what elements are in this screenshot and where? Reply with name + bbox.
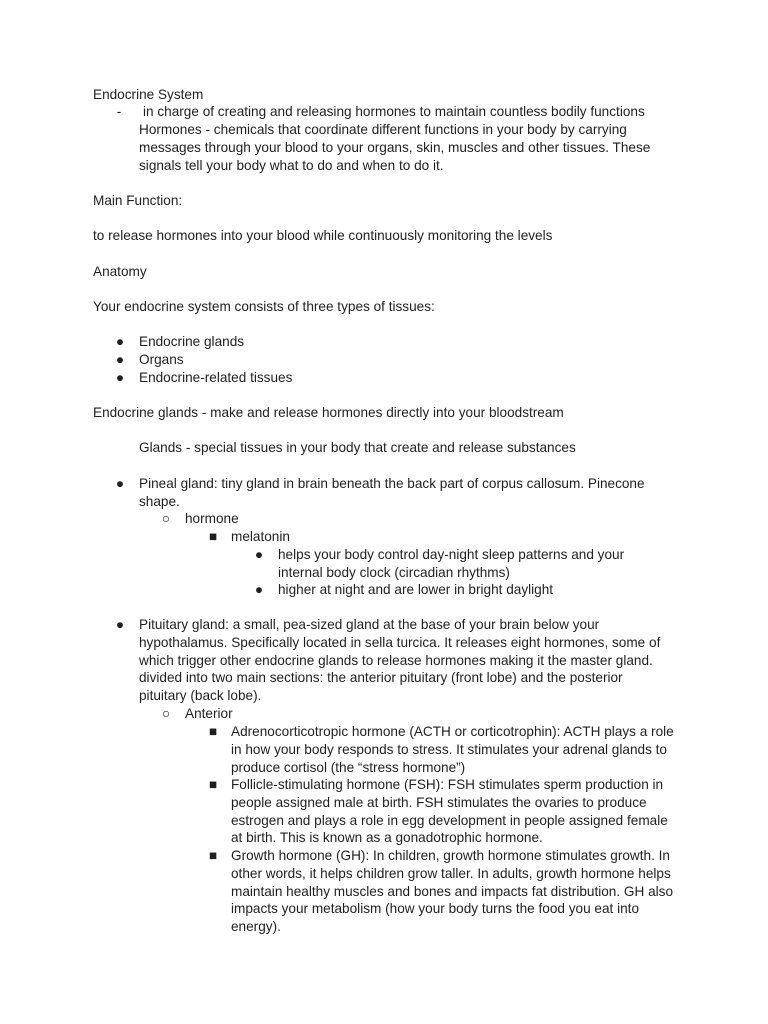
pineal-gland-text: Pineal gland: tiny gland in brain beneath the back part of corpus callosum. Pinecone shape. [139,476,645,509]
bullet-disc: ● [115,352,125,367]
pituitary-hormone-item: Follicle-stimulating hormone (FSH): FSH stimulates sperm production in people assigned male at birth. FSH stimulates the ovaries to produce estrogen and plays a role in egg development in people assigned female at birth. This is known as a gonadotrophic hormone. [231,777,668,846]
main-function-text: to release hormones into your blood while continuously monitoring the levels [93,228,553,243]
dash-item: in charge of creating and releasing hormones to maintain countless bodily functions [143,104,645,119]
bullet-disc: ● [254,582,264,597]
list-item: Endocrine glands [139,334,245,349]
list-item: Organs [139,352,184,367]
bullet-disc: ● [115,617,125,632]
bullet-disc: ● [115,334,125,349]
bullet-disc: ● [115,370,125,385]
bullet-square: ■ [208,529,218,544]
dash-marker: - [116,104,122,119]
bullet-square: ■ [208,724,218,739]
pituitary-gland-text: Pituitary gland: a small, pea-sized gland at the base of your brain below your hypothalamus. Specifically located in sella turcica. It releases eight hormones, some of which trigger other endocrine glands to release hormones making it the master gland. divided into two main sections: the anterior pituitary (front lobe) and the posterior pituitary (back lobe). [139,617,661,704]
bullet-disc: ● [115,476,125,491]
anatomy-intro: Your endocrine system consists of three types of tissues: [93,299,435,314]
pituitary-hormone-item: Growth hormone (GH): In children, growth hormone stimulates growth. In other words, it helps children grow taller. In adults, growth hormone helps maintain healthy muscles and bones and impacts fat distribution. GH also impacts your metabolism (how your body turns the food you eat into energy). [231,848,674,935]
bullet-circle: ○ [161,706,171,721]
bullet-square: ■ [208,777,218,792]
bullet-disc: ● [254,547,264,562]
bullet-square: ■ [208,848,218,863]
pineal-level4-item: helps your body control day-night sleep patterns and your internal body clock (circadian rhythms) [278,547,625,580]
bullet-circle: ○ [161,511,171,526]
list-item: Endocrine-related tissues [139,370,293,385]
pituitary-hormone-item: Adrenocorticotropic hormone (ACTH or corticotrophin): ACTH plays a role in how your body responds to stress. It stimulates your adrenal glands to produce cortisol (the “stress hormone”) [231,724,674,775]
glands-sub-definition: Glands - special tissues in your body that create and release substances [139,440,576,455]
main-function-heading: Main Function: [93,193,183,208]
glands-definition: Endocrine glands - make and release hormones directly into your bloodstream [93,405,564,420]
pituitary-level2: Anterior [185,706,233,721]
pineal-level2: hormone [185,511,239,526]
doc-title: Endocrine System [93,87,204,102]
anatomy-heading: Anatomy [93,264,147,279]
pineal-level4-item: higher at night and are lower in bright daylight [278,582,554,597]
hormones-definition: Hormones - chemicals that coordinate different functions in your body by carrying messages through your blood to your organs, skin, muscles and other tissues. These signals tell your body what to do and when to do it. [139,122,651,173]
pineal-level3: melatonin [231,529,290,544]
